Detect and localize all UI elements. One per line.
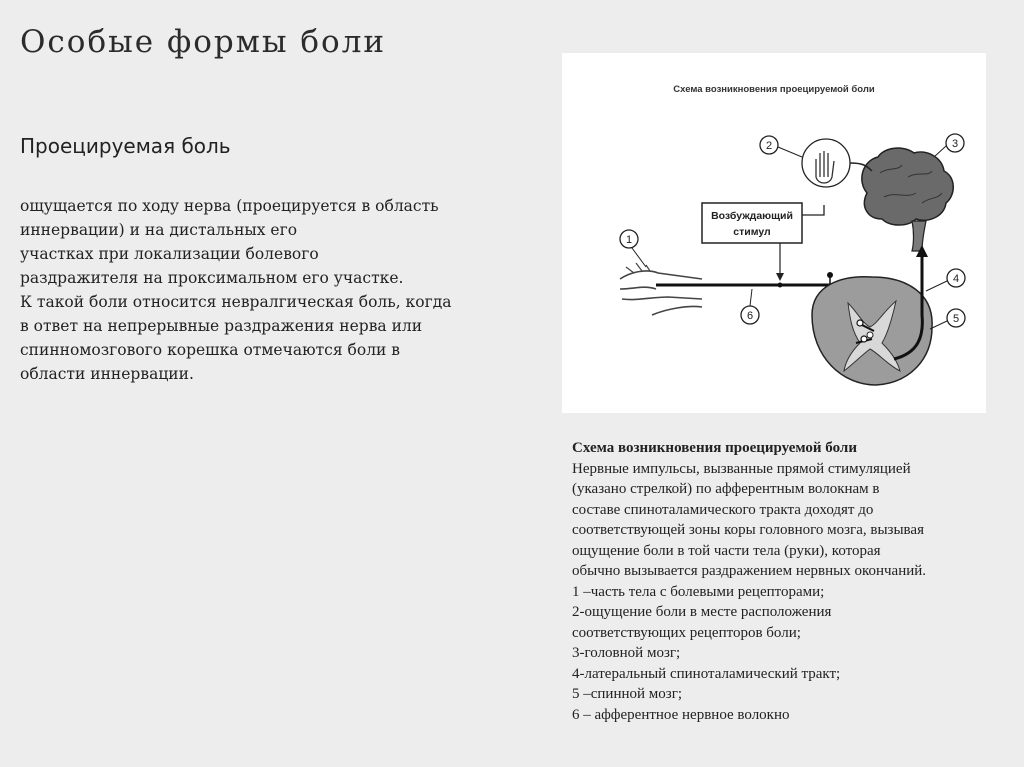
caption-line: 1 –часть тела с болевыми рецепторами; [572,583,825,600]
svg-text:6: 6 [746,310,754,322]
body-line: спинномозгового корешка отмечаются боли в [20,341,401,359]
marker-3 [934,134,964,157]
body-line: в ответ на непрерывные раздражения нерва или [20,317,423,335]
caption-line: ощущение боли в той части тела (руки), которая [572,542,881,559]
svg-text:1: 1 [625,234,633,246]
caption-line: соответствующей зоны коры головного мозга, вызывая [572,522,924,538]
svg-text:2: 2 [765,140,773,152]
stimulus-arrow-icon [776,273,784,281]
caption-line: (указано стрелкой) по афферентным волокнам в [572,481,880,497]
marker-1 [620,230,646,267]
body-line: иннервации) и на дистальных его [20,221,298,239]
body-line: участках при локализации болевого [20,245,319,263]
marker-4 [926,269,965,291]
stimulus-box [702,203,802,281]
body-line: К такой боли относится невралгическая боль, когда [20,293,452,311]
caption-line: обычно вызывается раздражением нервных окончаний. [572,563,927,579]
caption-line: 4-латеральный спиноталамический тракт; [572,665,841,682]
slide-title: Особые формы боли [20,24,387,60]
diagram-heading: Схема возникновения проецируемой боли [673,84,875,95]
stimulus-label-2: стимул [733,226,771,238]
svg-text:4: 4 [952,273,960,285]
caption-line: составе спиноталамического тракта доходят до [572,501,874,518]
caption-line: Нервные импульсы, вызванные прямой стимуляцией [572,460,911,477]
spinal-cord-icon [812,277,932,385]
slide-subtitle: Проецируемая боль [20,134,231,158]
caption-line: 6 – афферентное нервное волокно [572,706,790,723]
figure-caption [572,438,992,725]
body-line: ощущается по ходу нерва (проецируется в область [20,197,439,215]
marker-6 [741,289,759,324]
caption-title: Схема возникновения проецируемой боли [572,440,857,456]
marker-2 [760,136,802,157]
caption-line: 3-головной мозг; [572,645,681,661]
caption-line: 5 –спинной мозг; [572,686,683,702]
caption-line: 2-ощущение боли в месте расположения [572,604,832,620]
marker-5 [930,309,965,329]
body-text [20,194,520,386]
svg-text:5: 5 [952,313,960,325]
body-line: области иннервации. [20,365,194,383]
pain-diagram-svg [562,53,986,413]
svg-text:3: 3 [951,138,959,150]
caption-line: соответствующих рецепторов боли; [572,624,801,641]
body-line: раздражителя на проксимальном его участке. [20,269,404,287]
arm-icon [620,263,702,315]
stimulus-label-1: Возбуждающий [711,210,793,222]
brain-icon [862,148,953,251]
pain-diagram [562,53,986,413]
